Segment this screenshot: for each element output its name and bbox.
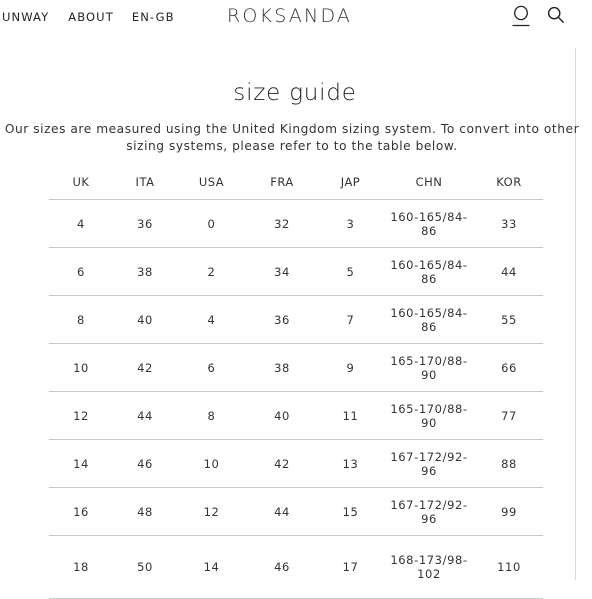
column-header-kor: KOR: [496, 174, 522, 189]
table-row: [49, 440, 543, 488]
cell-ita: 48: [137, 504, 153, 519]
cell-jap: 5: [346, 264, 355, 279]
nav-item-language[interactable]: EN-GB: [131, 10, 175, 24]
column-header-uk: UK: [72, 174, 90, 189]
nav-item-runway[interactable]: UNWAY: [2, 10, 50, 24]
table-row: [49, 488, 543, 536]
column-header-fra: FRA: [270, 174, 294, 189]
size-table: [49, 164, 543, 599]
cell-usa: 14: [203, 560, 220, 574]
cell-uk: 4: [77, 216, 85, 231]
cell-chn-text: 160-165/84-86: [390, 257, 468, 286]
cell-uk: 18: [73, 560, 89, 574]
cell-chn: [383, 402, 475, 430]
user-icon[interactable]: [511, 5, 531, 27]
cell-ita: 38: [137, 264, 153, 279]
cell-uk: 14: [73, 456, 89, 471]
table-header-row: [49, 164, 543, 200]
table-row: [49, 248, 543, 296]
cell-jap: 11: [342, 408, 359, 423]
cell-fra: 44: [274, 504, 290, 519]
cell-usa: 12: [203, 504, 220, 519]
cell-uk: 12: [73, 408, 89, 423]
cell-chn-text: 165-170/88-90: [390, 353, 468, 382]
cell-chn: [383, 258, 475, 286]
cell-ita: 36: [137, 216, 153, 231]
site-logo[interactable]: ROKSANDA: [227, 5, 353, 27]
cell-kor: 33: [501, 216, 517, 231]
table-row: [49, 536, 543, 599]
cell-kor: 110: [497, 560, 521, 574]
cell-jap: 17: [342, 560, 359, 574]
table-row: [49, 296, 543, 344]
cell-ita: 40: [137, 312, 153, 327]
column-header-ita: ITA: [135, 174, 155, 189]
cell-kor: 88: [501, 456, 517, 471]
cell-fra: 32: [274, 216, 290, 231]
cell-jap: 13: [342, 456, 359, 471]
cell-chn-text: 160-165/84-86: [390, 209, 468, 238]
cell-usa: 8: [207, 408, 216, 423]
cell-uk: 16: [73, 504, 89, 519]
cell-usa: 2: [207, 264, 216, 279]
table-row: [49, 344, 543, 392]
search-icon[interactable]: [547, 6, 565, 24]
main-nav: [0, 10, 175, 24]
cell-jap: 9: [346, 360, 355, 375]
cell-chn-text: 165-170/88-90: [390, 401, 468, 430]
cell-chn: [383, 354, 475, 382]
cell-jap: 15: [342, 504, 359, 519]
cell-kor: 66: [501, 360, 517, 375]
cell-fra: 38: [274, 360, 290, 375]
table-row: [49, 200, 543, 248]
cell-kor: 99: [501, 504, 517, 519]
cell-fra: 36: [274, 312, 290, 327]
cell-ita: 50: [137, 560, 153, 574]
cell-ita: 44: [137, 408, 153, 423]
cell-usa: 6: [207, 360, 216, 375]
page-title: size guide: [233, 80, 357, 106]
cell-fra: 42: [274, 456, 290, 471]
cell-chn-text: 160-165/84-86: [390, 305, 468, 334]
site-header: [0, 0, 580, 34]
cell-chn-text: 167-172/92-96: [390, 449, 468, 478]
nav-item-about[interactable]: ABOUT: [68, 10, 114, 24]
cell-chn: [383, 450, 475, 478]
cell-chn: [383, 210, 475, 238]
cell-kor: 77: [501, 408, 517, 423]
cell-usa: 0: [207, 216, 216, 231]
cell-fra: 40: [274, 408, 290, 423]
cell-chn-text: 168-173/98-102: [390, 553, 468, 581]
cell-kor: 55: [501, 312, 517, 327]
cell-uk: 6: [77, 264, 85, 279]
column-header-jap: JAP: [340, 174, 361, 189]
cell-usa: 10: [203, 456, 220, 471]
page-description: Our sizes are measured using the United Kingdom sizing system. To convert into other sizing systems, please refer to to the table below.: [4, 122, 580, 153]
column-header-usa: USA: [198, 174, 225, 189]
cell-ita: 42: [137, 360, 153, 375]
cell-chn: [383, 498, 475, 526]
cell-jap: 3: [346, 216, 355, 231]
table-row: [49, 392, 543, 440]
cell-fra: 34: [274, 264, 290, 279]
cell-kor: 44: [501, 264, 517, 279]
cell-ita: 46: [137, 456, 153, 471]
cell-fra: 46: [274, 560, 290, 574]
cell-chn: [383, 306, 475, 334]
cell-chn: [383, 553, 475, 581]
cell-jap: 7: [346, 312, 355, 327]
cell-usa: 4: [207, 312, 216, 327]
cell-uk: 8: [77, 312, 85, 327]
cell-chn-text: 167-172/92-96: [390, 497, 468, 526]
cell-uk: 10: [73, 360, 89, 375]
column-header-chn: CHN: [415, 174, 443, 189]
